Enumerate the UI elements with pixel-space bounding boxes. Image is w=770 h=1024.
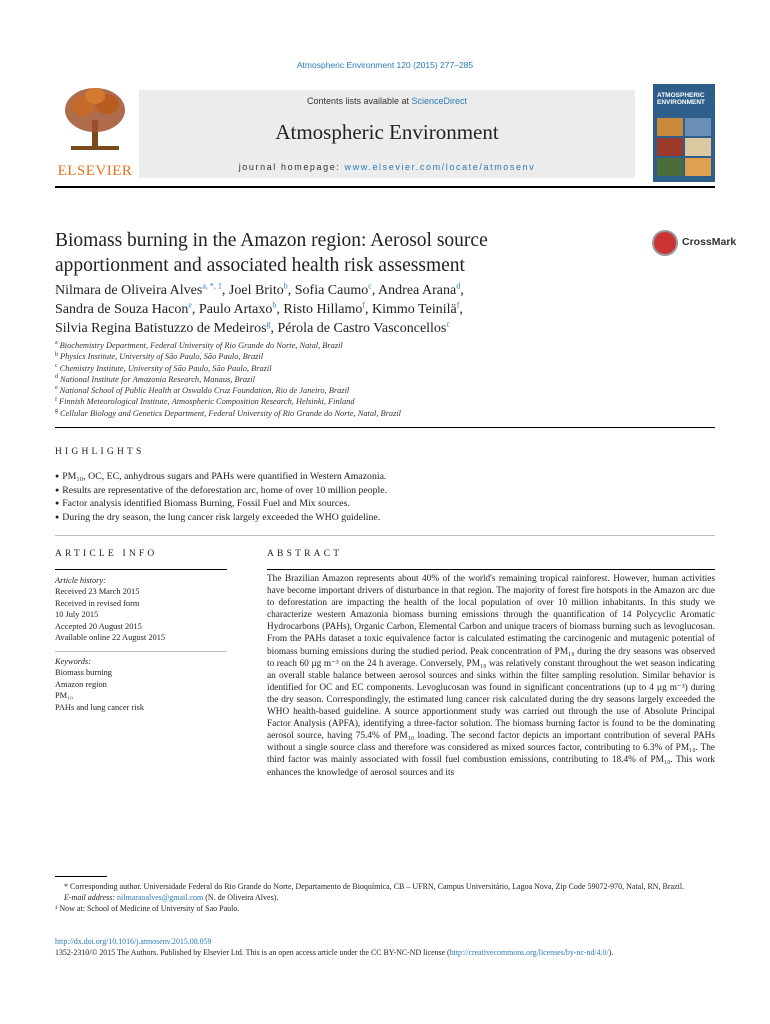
author-affiliation-marker[interactable]: c (368, 281, 372, 291)
affiliation-item (55, 351, 675, 362)
article-footer (55, 936, 735, 958)
keywords-label: Keywords: (55, 657, 91, 666)
author-separator: , (221, 283, 229, 298)
article-history (55, 575, 227, 643)
keywords (55, 656, 227, 713)
affiliation-key: f (55, 396, 57, 403)
affiliation-key: b (55, 351, 58, 358)
author-affiliation-marker[interactable]: c (446, 319, 450, 329)
cover-title-line-1: ATMOSPHERIC (657, 92, 705, 99)
affiliation-item (55, 408, 675, 419)
cover-tile (685, 158, 711, 176)
corresponding-author-note: * Corresponding author. Universidade Federal do Rio Grande do Norte, Departamento de Bioquímica, CB – UFRN, Campus Universitário, Lagoa Nova, Zip Code 59072-970, Natal, RN, Brazil. (64, 882, 685, 891)
affiliation-text: National School of Public Health at Oswaldo Cruz Foundation, Rio de Janeiro, Brazil (59, 386, 350, 396)
affiliation-key: a (55, 340, 58, 347)
affiliation-key: c (55, 362, 58, 369)
author-name[interactable]: Sandra de Souza Hacon (55, 302, 189, 317)
doi-link[interactable]: http://dx.doi.org/10.1016/j.atmosenv.2015.08.059 (55, 937, 212, 946)
affiliation-key: g (55, 407, 58, 414)
footnote-1: ¹ Now at: School of Medicine of University of Sao Paulo. (55, 904, 240, 913)
affiliation-text: Physics Institute, University of São Paulo, São Paulo, Brazil (60, 352, 264, 362)
contents-line (139, 96, 635, 106)
sciencedirect-link[interactable]: ScienceDirect (411, 96, 468, 106)
author-name[interactable]: Joel Brito (228, 283, 284, 298)
affiliation-item (55, 363, 675, 374)
highlight-item: ● During the dry season, the lung cancer risk largely exceeded the WHO guideline. (55, 511, 655, 525)
email-link[interactable]: nilmaraoalves@gmail.com (117, 893, 204, 902)
article-title: Biomass burning in the Amazon region: Aerosol source apportionment and associated health risk assessment (55, 230, 488, 276)
homepage-prefix: journal homepage: (238, 162, 345, 172)
header-divider (55, 186, 715, 188)
author-separator: , (460, 283, 464, 298)
author-name[interactable]: Sofia Caumo (294, 283, 369, 298)
crossmark-badge[interactable] (652, 230, 737, 256)
author-name[interactable]: Kimmo Teinilä (372, 302, 457, 317)
author-affiliation-marker[interactable]: a, *, 1 (202, 281, 222, 291)
cover-tile (657, 158, 683, 176)
author-affiliation-marker[interactable]: e (188, 300, 192, 310)
highlight-item: ● PM₁₀, OC, EC, anhydrous sugars and PAHs were quantified in Western Amazonia. (55, 470, 655, 484)
author-affiliation-marker[interactable]: d (456, 281, 461, 291)
affiliation-item (55, 396, 675, 407)
author-line (55, 319, 675, 338)
license-prefix: 1352-2310/© 2015 The Authors. Published by Elsevier Ltd. This is an open access article under the CC BY-NC-ND license ( (55, 948, 450, 957)
affiliation-text: National Institute for Amazonia Research, Manaus, Brazil (60, 374, 255, 384)
cover-tile (685, 138, 711, 156)
author-affiliation-marker[interactable]: b (283, 281, 288, 291)
history-item: 10 July 2015 (55, 610, 99, 620)
cover-title (657, 92, 713, 106)
history-item: Received 23 March 2015 (55, 587, 140, 597)
author-separator: , (365, 302, 373, 317)
author-affiliation-marker[interactable]: g (266, 319, 271, 329)
keywords-divider (55, 651, 227, 652)
history-item: Received in revised form (55, 598, 140, 608)
footnote-divider (55, 876, 107, 877)
author-affiliation-marker[interactable]: b (272, 300, 277, 310)
affiliation-item (55, 340, 675, 351)
section-divider (55, 535, 715, 536)
homepage-link[interactable]: www.elsevier.com/locate/atmosenv (344, 162, 536, 172)
journal-masthead (139, 90, 635, 178)
keyword-item: PAHs and lung cancer risk (55, 702, 145, 712)
journal-header (55, 84, 715, 182)
affiliation-text: Chemistry Institute, University of São Paulo, São Paulo, Brazil (59, 363, 272, 373)
author-name[interactable]: Risto Hillamo (283, 302, 363, 317)
affiliation-text: Finnish Meteorological Institute, Atmospheric Composition Research, Helsinki, Finland (59, 397, 355, 407)
license-line (55, 947, 735, 958)
author-separator: , (371, 283, 379, 298)
email-suffix: (N. de Oliveira Alves). (203, 893, 279, 902)
author-separator: , (191, 302, 199, 317)
highlights-list (55, 470, 655, 524)
contents-prefix: Contents lists available at (306, 96, 412, 106)
author-separator: , (287, 283, 295, 298)
article-history-label: Article history: (55, 576, 106, 585)
highlight-item: ● Factor analysis identified Biomass Burning, Fossil Fuel and Mix sources. (55, 497, 655, 511)
author-line (55, 281, 675, 300)
affiliation-key: e (55, 385, 58, 392)
author-separator: , (459, 302, 463, 317)
highlight-item: ● Results are representative of the deforestation arc, home of over 10 million people. (55, 484, 655, 498)
keyword-item: PM₁₀ (55, 691, 73, 701)
section-divider (55, 427, 715, 428)
affiliation-item (55, 374, 675, 385)
affiliation-key: d (55, 374, 58, 381)
footnotes (55, 881, 725, 914)
email-note (55, 892, 725, 903)
email-label: E-mail address: (64, 893, 118, 902)
history-item: Available online 22 August 2015 (55, 633, 166, 643)
author-affiliation-marker[interactable]: f (362, 300, 366, 310)
keyword-item: Biomass burning (55, 668, 112, 678)
cover-title-line-2: ENVIRONMENT (657, 99, 706, 106)
elsevier-tree-icon (61, 86, 129, 154)
author-line (55, 300, 675, 319)
cover-tile (657, 118, 683, 136)
license-suffix: ). (608, 948, 614, 957)
author-affiliation-marker[interactable]: f (456, 300, 460, 310)
author-separator: , (276, 302, 284, 317)
author-name[interactable]: Pérola de Castro Vasconcellos (277, 321, 447, 336)
abstract-text: The Brazilian Amazon represents about 40% of the world's remaining tropical rainforest. However, human activities have become important drivers of disturbance in that region. The majority of forest fire hotspots in the Amazon arc due to deforestation are impacting the health of the local population of over 10 million inhabitants. In this study we characterize western Amazonia biomass burning emissions through the quantification of 14 Polycyclic Aromatic Hydrocarbons (PAHs), Organic Carbon, Elemental Carbon and unique tracers of biomass burning such as levoglucosan. From the PAHs dataset a toxic equivalence factor is calculated estimating the carcinogenic and mutagenic potential of biomass burning emissions during the studied period. Peak concentration of PM₁₀ during the dry seasons was observed to reach 60 µg m⁻³ on the 24 h average. Conversely, PM₁₀ was relatively constant throughout the wet season indicating an overall stable balance between aerosol sources and sinks within the filter sampling resolution. Similar behavior is identified for OC and EC components. Levoglucosan was found in significant concentrations (up to 4 µg m⁻³) during the dry season. Correspondingly, the estimated lung cancer risk calculated during the dry seasons largely exceeded the WHO health-based guideline. A source apportionment study was carried out through the use of Absolute Principal Factor Analysis (APFA), identifying a three-factor solution. The biomass burning factor is found to be the dominating aerosol source, having 75.4% of PM₁₀ loading. The second factor depicts an important contribution of several PAHs without a single source class and therefore was considered as mixed sources factor, contributing to 6.3% of PM₁₀. The third factor was mainly associated with fossil fuel combustion emissions, contributing to 18.4% of PM₁₀. This work enhances the knowledge of aerosol sources and its (267, 574, 715, 778)
homepage-line (139, 162, 635, 172)
author-name[interactable]: Andrea Arana (378, 283, 457, 298)
article-info-heading: ARTICLE INFO (55, 549, 158, 559)
cover-tile (657, 138, 683, 156)
license-link[interactable]: http://creativecommons.org/licenses/by-nc-nd/4.0/ (449, 948, 609, 957)
crossmark-label: CrossMark (682, 236, 737, 248)
author-name[interactable]: Paulo Artaxo (198, 302, 273, 317)
cover-tile (685, 118, 711, 136)
affiliation-text: Cellular Biology and Genetics Department, Federal University of Rio Grande do Norte, Natal, Brazil (60, 408, 402, 418)
abstract-heading: ABSTRACT (267, 549, 343, 559)
crossmark-icon (652, 230, 678, 256)
journal-cover-image[interactable] (653, 84, 715, 182)
elsevier-logo[interactable] (55, 84, 135, 180)
author-list (55, 281, 675, 338)
affiliation-text: Biochemistry Department, Federal University of Rio Grande do Norte, Natal, Brazil (59, 341, 343, 350)
abstract-divider (267, 569, 715, 570)
journal-title: Atmospheric Environment (275, 120, 499, 144)
keyword-item: Amazon region (55, 679, 107, 689)
highlights-heading: HIGHLIGHTS (55, 447, 145, 457)
affiliation-list (55, 340, 675, 419)
history-item: Accepted 20 August 2015 (55, 621, 142, 631)
author-name[interactable]: Silvia Regina Batistuzzo de Medeiros (55, 321, 267, 336)
affiliation-item (55, 385, 675, 396)
journal-citation[interactable]: Atmospheric Environment 120 (2015) 277–285 (296, 60, 474, 70)
author-separator: , (270, 321, 278, 336)
article-info-divider (55, 569, 227, 570)
elsevier-wordmark: ELSEVIER (57, 163, 133, 179)
author-name[interactable]: Nilmara de Oliveira Alves (55, 283, 203, 298)
